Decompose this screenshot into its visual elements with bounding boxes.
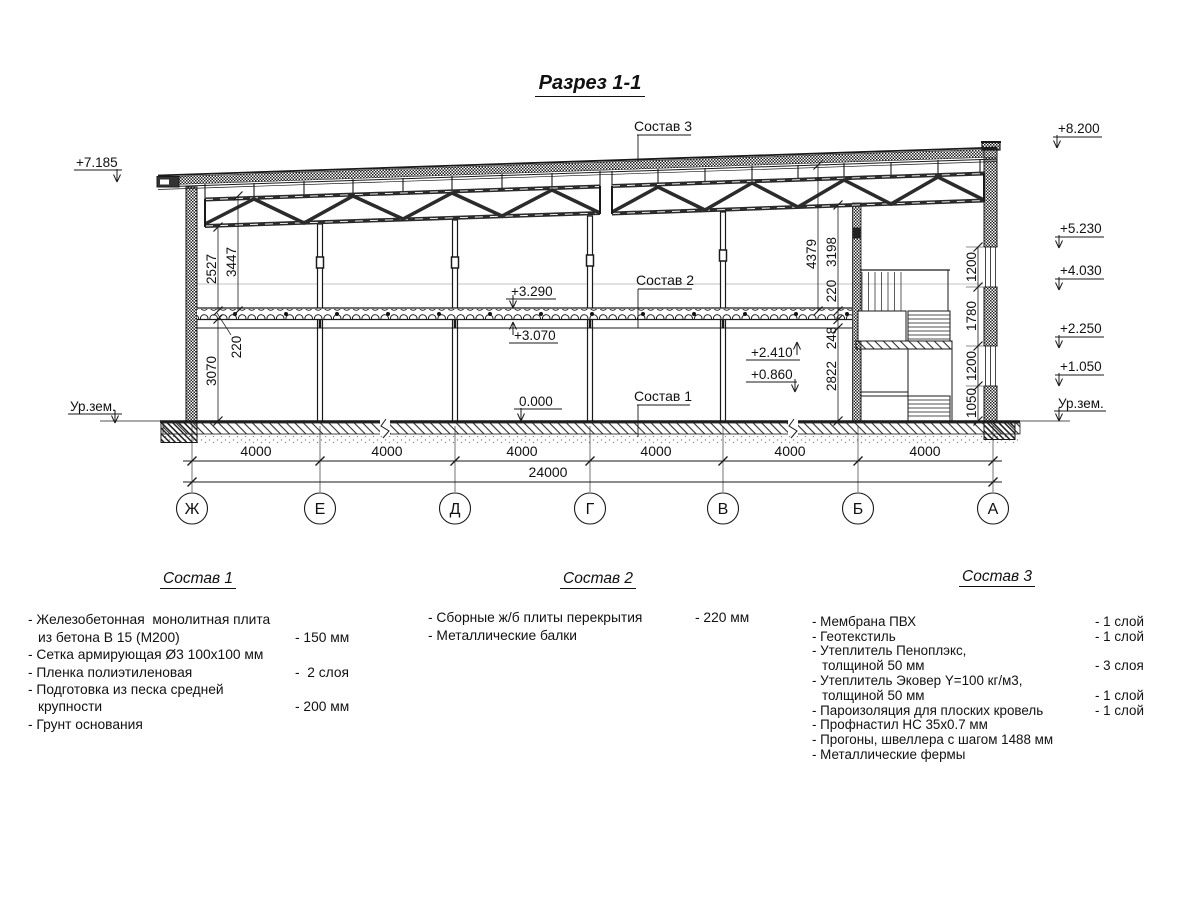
table-title: Состав 3 (812, 570, 1182, 585)
dim-right-4379: 4379 (804, 238, 819, 270)
dim-wall-1050: 1050 (964, 387, 979, 419)
dim-bay-2: 4000 (371, 443, 403, 459)
elevation-landing-lower: +0.860 (751, 367, 793, 382)
stair-upper-flight (908, 311, 950, 341)
elevation-landing-upper: +2.410 (751, 345, 793, 360)
elevation-right-5230: +5.230 (1060, 221, 1102, 236)
table-row: - Металлические балки (428, 627, 577, 643)
table-row: - Геотекстиль - 1 слой (812, 628, 1144, 644)
table-title: Состав 1 (28, 570, 368, 587)
table-row: - Профнастил НС 35x0.7 мм (812, 717, 988, 733)
table-row: - Железобетонная монолитная плита (28, 612, 271, 628)
eaves-gutter-detail (157, 177, 179, 188)
column-splice-plate (720, 250, 727, 261)
table-row: толщиной 50 мм - 1 слой (822, 687, 1144, 703)
table-row: толщиной 50 мм - 3 слоя (822, 658, 1144, 674)
table-row: из бетона В 15 (М200) - 150 мм (38, 629, 350, 645)
composition-table-2 (428, 570, 768, 644)
composition-table-1 (28, 570, 368, 733)
dim-bay-1: 4000 (240, 443, 272, 459)
foundation-slab-band (163, 423, 1020, 434)
dim-right-220: 220 (824, 279, 839, 303)
dim-bay-5: 4000 (774, 443, 806, 459)
axis-label-e: Е (314, 501, 326, 518)
elevation-right-4030: +4.030 (1060, 263, 1102, 278)
elevation-right-1050: +1.050 (1060, 359, 1102, 374)
elevation-floor-bottom: +3.070 (514, 328, 556, 343)
dim-right-2822: 2822 (824, 360, 839, 392)
axis-label-d: Д (449, 501, 461, 518)
stair-mid-landing (861, 392, 908, 396)
elevation-right-8200: +8.200 (1058, 121, 1100, 136)
callout-sostav-3: Состав 3 (633, 118, 693, 134)
column-splice-plate (452, 257, 459, 268)
dim-bay-4: 4000 (640, 443, 672, 459)
stair-upper-box (858, 311, 906, 341)
table-row: - Утеплитель Пеноплэкс, (812, 643, 967, 659)
beam-stubs (320, 320, 723, 328)
table-row: - Подготовка из песка средней (28, 682, 224, 698)
truss-web-diagonals (205, 190, 600, 224)
roof-assembly (157, 148, 997, 200)
wall-left-axis-zh (186, 187, 197, 422)
dim-left-2527: 2527 (204, 253, 219, 285)
window-opening-lower (983, 346, 998, 386)
table-row: - Сборные ж/б плиты перекрытия - 220 мм (428, 610, 750, 626)
stair-landing-slab (856, 341, 952, 349)
stair-lower-flight (908, 396, 950, 421)
table-row: - Пленка полиэтиленовая - 2 слоя (28, 664, 350, 680)
table-row: крупности - 200 мм (38, 699, 350, 715)
staircase (856, 270, 952, 421)
composition-table-3 (812, 570, 1182, 763)
railing-balusters (862, 272, 901, 311)
table-row: - Сетка армирующая Ø3 100x100 мм (28, 647, 264, 663)
column-splice-plate (587, 255, 594, 266)
elevation-zero: 0.000 (519, 394, 553, 409)
axis-label-a: А (987, 501, 999, 518)
axis-label-zh: Ж (184, 501, 200, 518)
dim-wall-1200b: 1200 (964, 350, 979, 382)
dim-left-220: 220 (229, 335, 244, 359)
table-title: Состав 2 (428, 570, 768, 587)
dim-wall-1780: 1780 (964, 300, 979, 332)
axis-label-b: Б (852, 501, 864, 518)
dim-total-24000: 24000 (528, 464, 568, 480)
ground-level-label-left: Ур.зем. (70, 399, 116, 414)
elevation-left-top: +7.185 (76, 155, 118, 170)
ground-level-label-right: Ур.зем. (1058, 396, 1104, 411)
window-opening-upper (983, 247, 998, 287)
ground-foundation (100, 419, 1070, 444)
table-row: - Прогоны, швеллера с шагом 1488 мм (812, 732, 1054, 748)
dim-right-248: 248 (824, 326, 839, 350)
table-row: - Мембрана ПВХ - 1 слой (812, 613, 1144, 629)
table-row: - Металлические фермы (812, 746, 966, 762)
axis-label-v: В (717, 501, 729, 518)
axis-label-g: Г (585, 501, 595, 518)
foundation-block-left (161, 422, 197, 443)
ground-sand-band (163, 436, 1020, 444)
steel-truss-left (205, 186, 600, 227)
dim-left-3447: 3447 (224, 246, 239, 278)
dim-bay-6: 4000 (909, 443, 941, 459)
table-row: - Грунт основания (28, 716, 143, 732)
table-row: - Пароизоляция для плоских кровель - 1 слой (812, 702, 1144, 718)
dim-left-3070: 3070 (204, 355, 219, 387)
column-splice-plate (317, 257, 324, 268)
elevation-floor-top: +3.290 (511, 284, 553, 299)
foundation-block-right (984, 422, 1015, 440)
callout-sostav-2: Состав 2 (635, 272, 695, 288)
dim-bay-3: 4000 (506, 443, 538, 459)
floor-slab-hollow-core (197, 308, 852, 328)
steel-truss-right (612, 173, 984, 214)
elevation-right-2250: +2.250 (1060, 321, 1102, 336)
dim-wall-1200a: 1200 (964, 251, 979, 283)
dim-right-3198: 3198 (824, 236, 839, 268)
bottom-dimension-lines (183, 426, 1002, 492)
table-row: - Утеплитель Эковер Y=100 кг/м3, (812, 672, 1023, 688)
callout-sostav-1: Состав 1 (633, 388, 693, 404)
page-title: Разрез 1-1 (470, 72, 710, 95)
